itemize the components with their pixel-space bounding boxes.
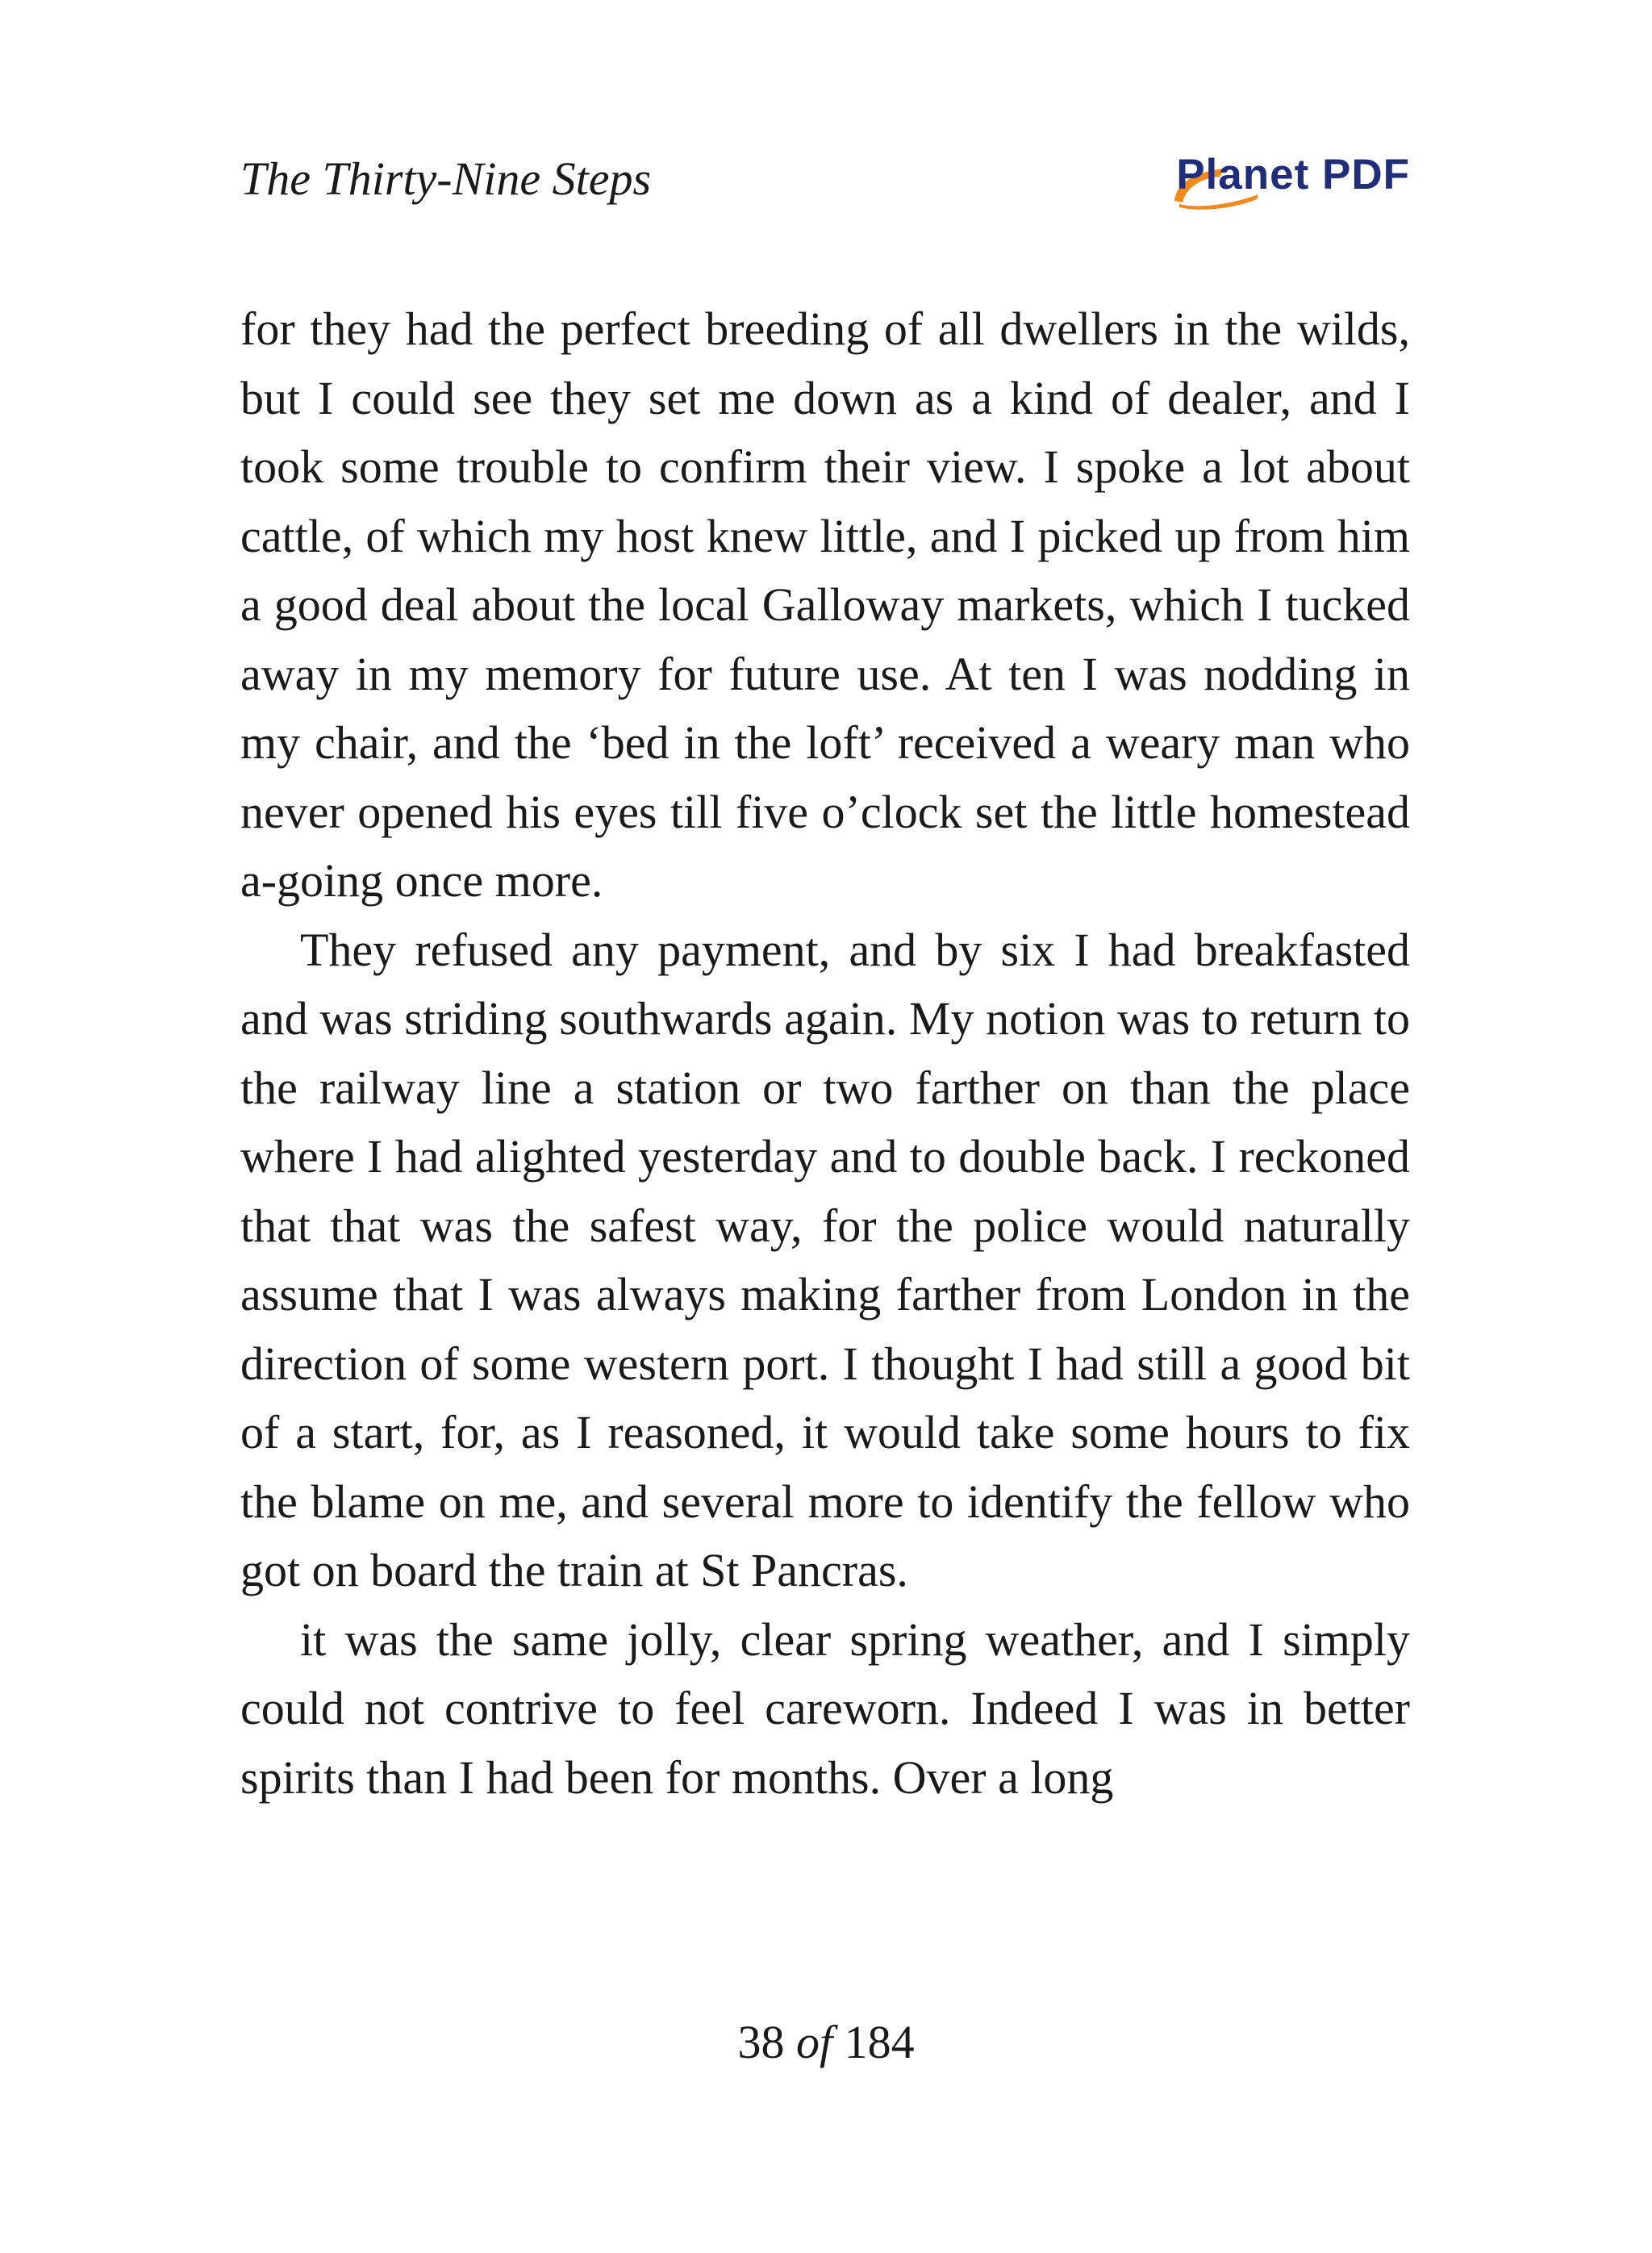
brand-name xyxy=(1176,149,1410,201)
page-body-text xyxy=(240,294,1410,1812)
brand-name-planet: Planet xyxy=(1176,151,1310,198)
page-number xyxy=(0,2014,1652,2071)
brand-name-pdf: PDF xyxy=(1322,151,1410,198)
paragraph-3: it was the same jolly, clear spring weather, and I simply could not contrive to feel careworn. Indeed I was in better spirits than I had been for months. Over a long xyxy=(240,1613,1410,1804)
page-header xyxy=(240,148,1410,212)
page-of-separator: of xyxy=(795,2016,833,2068)
planet-pdf-logo xyxy=(1168,149,1410,214)
paragraph-2: They refused any payment, and by six I had breakfasted and was striding southwards again. My notion was to return to the railway line a station or two farther on than the place where I had alighted yesterday and to double back. I reckoned that that was the safest way, for the police would naturally assume that I was always making farther from London in the direction of some western port. I thought I had still a good bit of a start, for, as I reasoned, it would take some hours to fix the blame on me, and several more to identify the fellow who got on board the train at St Pancras. xyxy=(240,923,1410,1596)
current-page-number: 38 xyxy=(737,2016,785,2068)
total-page-count: 184 xyxy=(844,2016,915,2068)
book-title: The Thirty-Nine Steps xyxy=(240,152,652,205)
paragraph-1: for they had the perfect breeding of all dwellers in the wilds, but I could see they set me down as a kind of dealer, and I took some trouble to confirm their view. I spoke a lot about cattle, of which my host knew little, and I picked up from him a good deal about the local Galloway markets, which I tucked away in my memory for future use. At ten I was nodding in my chair, and the ‘bed in the loft’ received a weary man who never opened his eyes till five o’clock set the little homestead a-going once more. xyxy=(240,302,1410,907)
